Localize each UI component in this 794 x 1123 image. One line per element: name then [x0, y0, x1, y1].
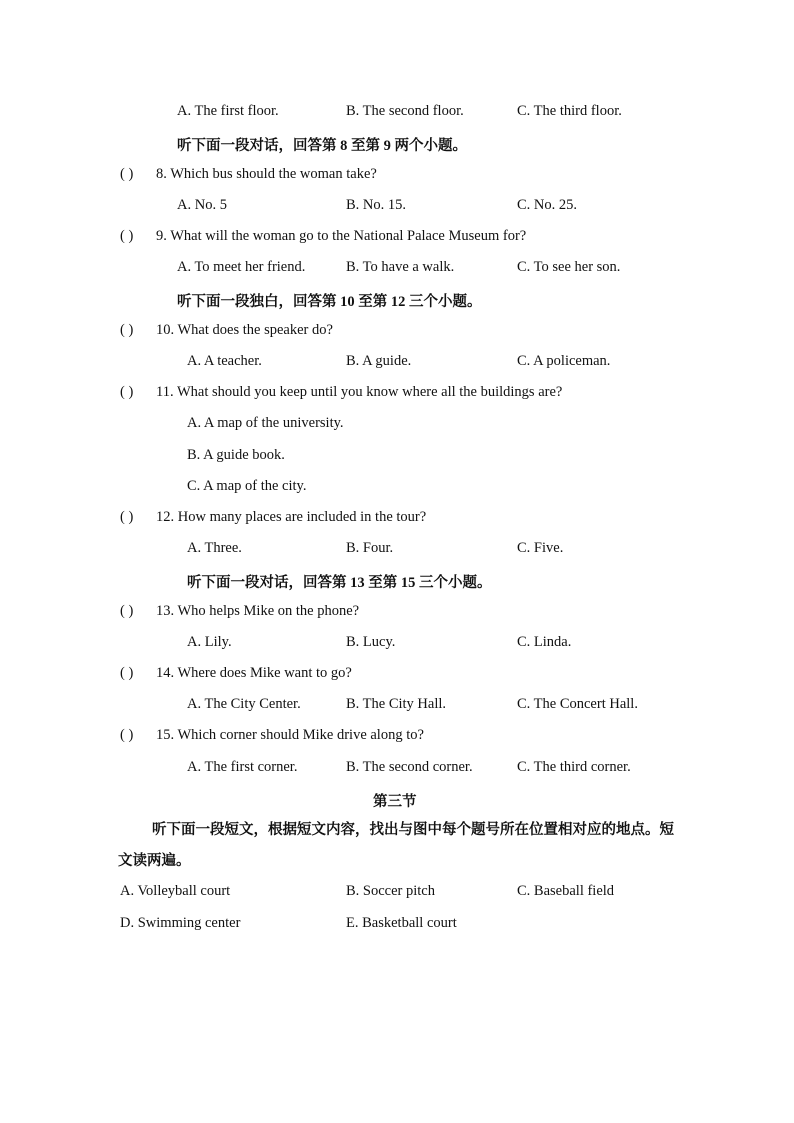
- question-text: Where does Mike want to go?: [177, 665, 352, 681]
- section-instructions: 听下面一段短文，根据短文内容，找出与图中每个题号所在位置相对应的地点。短文读两遍。: [118, 822, 674, 869]
- q13-option-c: C. Linda.: [517, 634, 572, 650]
- question-8: [156, 166, 377, 183]
- question-text: What does the speaker do?: [177, 322, 333, 338]
- q11-option-a: A. A map of the university.: [187, 415, 344, 431]
- place-option-e: E. Basketball court: [346, 915, 457, 931]
- q14-option-b: B. The City Hall.: [346, 696, 447, 712]
- place-option-b: B. Soccer pitch: [346, 883, 435, 899]
- answer-blank-10: ( ): [120, 322, 134, 338]
- question-text: What should you keep until you know where all the buildings are?: [176, 384, 563, 400]
- question-text: Which corner should Mike drive along to?: [177, 727, 424, 743]
- q12-option-c: C. Five.: [517, 540, 564, 556]
- q9-option-b: B. To have a walk.: [346, 259, 455, 275]
- q7-option-b: B. The second floor.: [346, 103, 464, 119]
- q14-option-a: A. The City Center.: [187, 696, 301, 712]
- question-11: [156, 384, 562, 401]
- q12-option-a: A. Three.: [187, 540, 242, 556]
- place-option-d: D. Swimming center: [120, 915, 241, 931]
- question-text: Who helps Mike on the phone?: [177, 603, 360, 619]
- place-option-c: C. Baseball field: [517, 883, 615, 899]
- q15-option-c: C. The third corner.: [517, 759, 631, 775]
- question-10: [156, 322, 333, 339]
- question-number: 13.: [156, 603, 175, 619]
- question-12: [156, 509, 426, 526]
- question-number: 11.: [156, 384, 174, 400]
- answer-blank-8: ( ): [120, 166, 134, 182]
- q14-option-c: C. The Concert Hall.: [517, 696, 638, 712]
- instruction-dialogue-8-9: 听下面一段对话，回答第 8 至第 9 两个小题。: [177, 138, 467, 154]
- q10-option-a: A. A teacher.: [187, 353, 262, 369]
- question-text: What will the woman go to the National Palace Museum for?: [170, 228, 527, 244]
- instruction-dialogue-13-15: 听下面一段对话，回答第 13 至第 15 三个小题。: [187, 575, 492, 591]
- question-text: How many places are included in the tour?: [177, 509, 427, 525]
- q12-option-b: B. Four.: [346, 540, 394, 556]
- question-number: 8.: [156, 166, 167, 182]
- answer-blank-9: ( ): [120, 228, 134, 244]
- q8-option-b: B. No. 15.: [346, 197, 407, 213]
- q10-option-b: B. A guide.: [346, 353, 412, 369]
- q13-option-a: A. Lily.: [187, 634, 232, 650]
- question-number: 9.: [156, 228, 167, 244]
- question-9: [156, 228, 526, 245]
- question-14: [156, 665, 352, 682]
- answer-blank-14: ( ): [120, 665, 134, 681]
- question-number: 15.: [156, 727, 175, 743]
- section-title: 第三节: [373, 794, 417, 810]
- question-number: 12.: [156, 509, 175, 525]
- q10-option-c: C. A policeman.: [517, 353, 611, 369]
- q11-option-b: B. A guide book.: [187, 447, 285, 463]
- question-15: [156, 727, 424, 744]
- place-option-a: A. Volleyball court: [120, 883, 231, 899]
- q15-option-a: A. The first corner.: [187, 759, 298, 775]
- q7-option-c: C. The third floor.: [517, 103, 622, 119]
- question-number: 10.: [156, 322, 175, 338]
- q13-option-b: B. Lucy.: [346, 634, 396, 650]
- answer-blank-15: ( ): [120, 727, 134, 743]
- q9-option-a: A. To meet her friend.: [177, 259, 306, 275]
- q8-option-c: C. No. 25.: [517, 197, 578, 213]
- question-13: [156, 603, 359, 620]
- q8-option-a: A. No. 5: [177, 197, 227, 213]
- q11-option-c: C. A map of the city.: [187, 478, 307, 494]
- q15-option-b: B. The second corner.: [346, 759, 473, 775]
- answer-blank-13: ( ): [120, 603, 134, 619]
- q9-option-c: C. To see her son.: [517, 259, 621, 275]
- question-number: 14.: [156, 665, 175, 681]
- q7-option-a: A. The first floor.: [177, 103, 279, 119]
- answer-blank-12: ( ): [120, 509, 134, 525]
- question-text: Which bus should the woman take?: [170, 166, 377, 182]
- answer-blank-11: ( ): [120, 384, 134, 400]
- instruction-monologue-10-12: 听下面一段独白，回答第 10 至第 12 三个小题。: [177, 294, 482, 310]
